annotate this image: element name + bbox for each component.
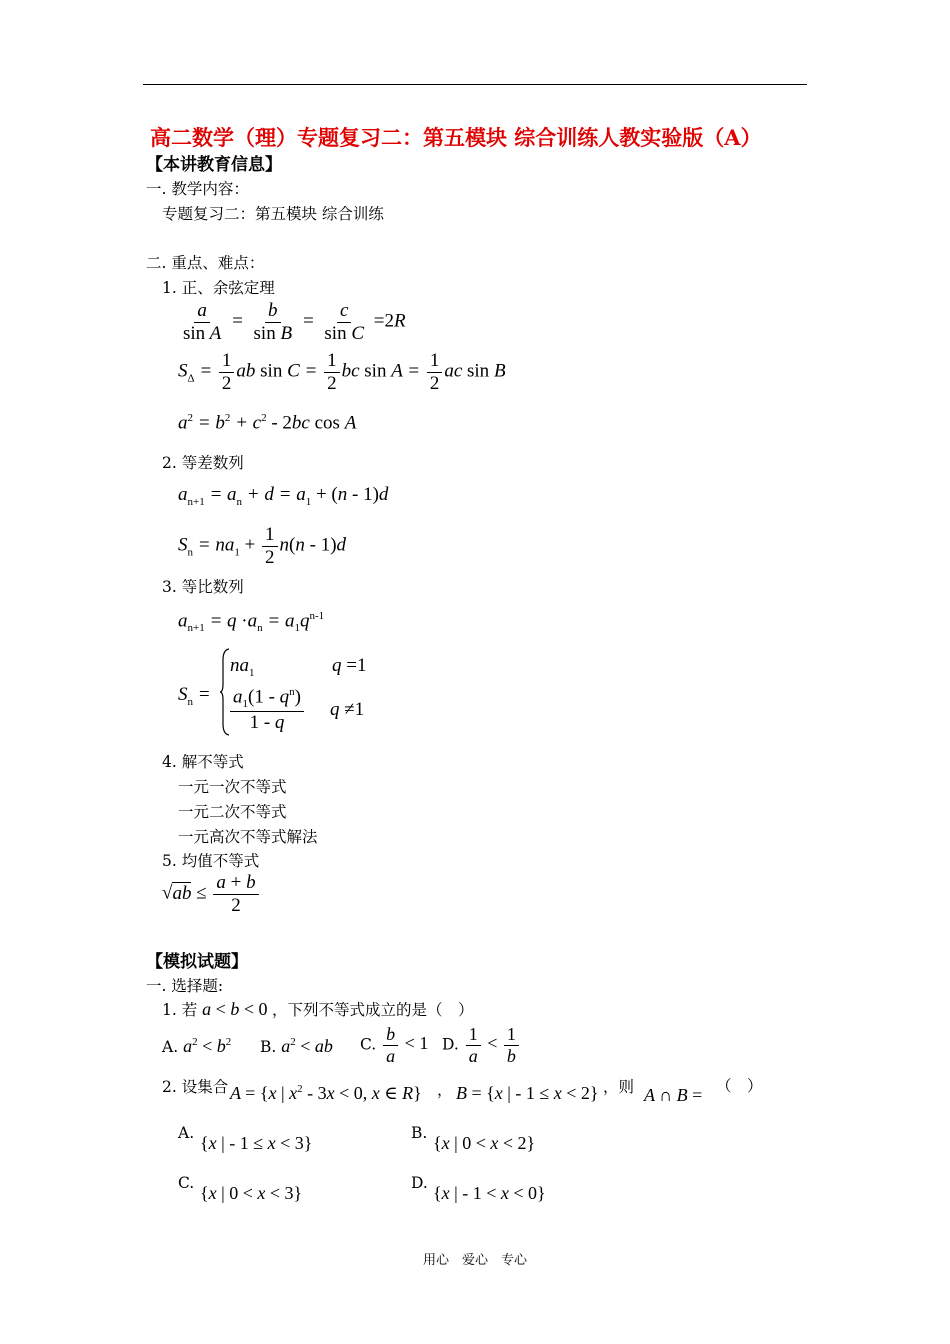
- formula-geometric-sum-lhs: $S_n$ =: [178, 684, 211, 708]
- item-3-label: 3. 等比数列: [162, 578, 244, 596]
- q1-stem-start: 1. 若: [162, 1001, 198, 1019]
- item-1-label: 1. 正、余弦定理: [162, 279, 275, 297]
- q2-c-label: C.: [178, 1174, 195, 1192]
- item-4-label: 4. 解不等式: [162, 753, 244, 771]
- item-2-label: 2. 等差数列: [162, 454, 244, 472]
- q1-stem-tail: ，下列不等式成立的是（ ）: [271, 1001, 474, 1019]
- q1-b-expr: $a^2$ < ab: [281, 1036, 333, 1056]
- q2-then: ，则: [603, 1078, 635, 1096]
- q2-stem: 2. 设集合: [162, 1078, 229, 1096]
- page-footer: 用心 爱心 专心: [422, 1253, 527, 1268]
- formula-geometric-cond2: q ≠1: [330, 699, 365, 720]
- section1-text: 专题复习二：第五模块 综合训练: [162, 205, 384, 223]
- item-4b: 一元二次不等式: [178, 803, 287, 821]
- exam-header: 【模拟试题】: [146, 952, 248, 972]
- exam-section-heading: 一. 选择题:: [146, 977, 224, 995]
- q2-c-expr: {x | 0 < x < 3}: [200, 1183, 303, 1203]
- q1-c-expr: $\frac{b}{a}$ < 1: [381, 1033, 428, 1053]
- q2-answer-paren: （ ）: [716, 1077, 763, 1095]
- formula-geometric-case1: $na_1$: [230, 655, 255, 679]
- q2-d-expr: {x | - 1 < x < 0}: [433, 1183, 546, 1203]
- item-4c: 一元高次不等式解法: [178, 828, 318, 846]
- item-4a: 一元一次不等式: [178, 778, 287, 796]
- formula-geometric-term: $a_{n+1} = q \cdot a_n = a_1q^{n-1}$: [178, 610, 325, 635]
- q1-a-expr: $a^2 < b^2$: [183, 1036, 232, 1056]
- q2-d-label: D.: [411, 1174, 428, 1192]
- formula-triangle-area: $S_\Delta$ = $\frac{1}{2}$ ab sin C = $\frac{1}{2}$ bc sin A = $\frac{1}{2}$ ac sin B: [178, 350, 506, 394]
- q1-option-b: [260, 1036, 333, 1057]
- q2-comma: ，: [437, 1081, 453, 1099]
- item-5-label: 5. 均值不等式: [162, 852, 260, 870]
- q2-a-expr: {x | - 1 ≤ x < 3}: [200, 1133, 313, 1153]
- q1-c-label: C.: [360, 1035, 377, 1054]
- header-rule: [143, 84, 807, 85]
- formula-geometric-cond1: q =1: [332, 655, 367, 676]
- q1-condition: a < b < 0: [202, 999, 268, 1019]
- q1-b-label: B.: [260, 1038, 277, 1056]
- q1-option-d: [442, 1024, 521, 1066]
- q2-intersection: A ∩ B =: [644, 1085, 703, 1105]
- formula-arithmetic-term: $a_{n+1} = a_n + d = a_1 + (n - 1)d$: [178, 484, 389, 508]
- q2-a-label: A.: [178, 1124, 195, 1142]
- formula-arithmetic-sum: $S_n = na_1$ + $\frac{1}{2}$ n(n - 1)d: [178, 524, 347, 568]
- q2-set-b: B = {x | - 1 ≤ x < 2}: [456, 1083, 599, 1103]
- formula-am-gm: √ab ≤ $\frac{a + b}{2}$: [162, 872, 261, 917]
- formula-law-of-cosines: $a^2 = b^2 + c^2 - 2bc$ cos A: [178, 412, 357, 434]
- formula-law-of-sines: $\frac{a}{\text{sin A}}$ = $\frac{b}{\text{sin B}}$ = $\frac{c}{\text{sin C}}$ =2R: [183, 300, 406, 344]
- q2-set-a: A = {x | $x^2 - 3x < 0$, x ∈ R}: [230, 1083, 422, 1103]
- section2-heading: 二. 重点、难点：: [146, 254, 265, 272]
- q1-option-c: [360, 1024, 428, 1066]
- q1-d-expr: $\frac{1}{a}$ < $\frac{1}{b}$: [464, 1033, 521, 1053]
- q1-d-label: D.: [442, 1035, 459, 1054]
- q1-stem: [162, 998, 473, 1020]
- q1-option-a: [162, 1036, 231, 1057]
- formula-geometric-case2: $\frac{a_1(1 - q^n)}{1 - q}$: [228, 686, 306, 734]
- section1-heading: 一. 教学内容：: [146, 180, 249, 198]
- info-header: 【本讲教育信息】: [146, 155, 282, 175]
- document-title: 高二数学（理）专题复习二：第五模块 综合训练人教实验版（A）: [150, 125, 762, 150]
- q2-b-label: B.: [411, 1124, 428, 1142]
- q2-b-expr: {x | 0 < x < 2}: [433, 1133, 536, 1153]
- q1-a-label: A.: [162, 1038, 179, 1056]
